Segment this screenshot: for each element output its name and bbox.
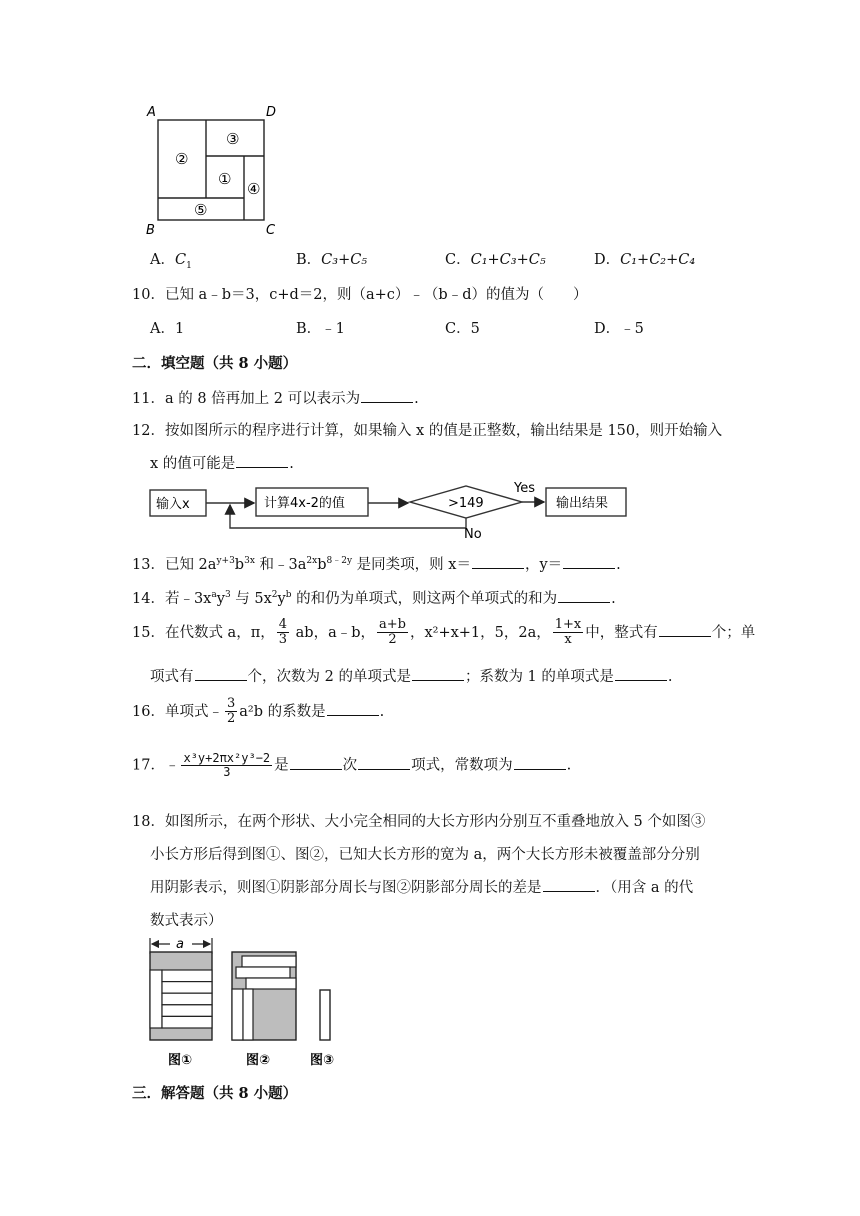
- flow-output-label: 输出结果: [556, 496, 609, 511]
- answer-blank[interactable]: [290, 755, 342, 770]
- section-heading-solve: 三．解答题（共 8 小题）: [132, 1085, 298, 1102]
- question-16: 16．单项式﹣ $\frac{3}{2}$ a²b 的系数是 .: [132, 696, 385, 727]
- rectangle-partition-figure: [140, 100, 290, 240]
- caption-figure-1: 图①: [168, 1053, 193, 1068]
- corner-label-c: C: [266, 223, 276, 238]
- answer-blank[interactable]: [358, 755, 410, 770]
- flow-condition-label: >149: [448, 496, 484, 511]
- q10-option-d[interactable]: D．﹣5: [594, 321, 644, 337]
- region-label-4: ④: [247, 180, 261, 198]
- answer-blank[interactable]: [361, 388, 413, 403]
- q9-option-a[interactable]: A．$C_1$: [150, 252, 192, 271]
- answer-blank-x[interactable]: [472, 554, 524, 569]
- q10-option-b[interactable]: B．﹣1: [296, 321, 345, 337]
- corner-label-d: D: [266, 105, 277, 120]
- question-11: 11．a 的 8 倍再加上 2 可以表示为 .: [132, 387, 419, 408]
- q10-option-a[interactable]: A．1: [150, 321, 185, 337]
- section-heading-fill-in: 二．填空题（共 8 小题）: [132, 355, 298, 372]
- flow-no-label: No: [464, 527, 482, 540]
- question-18-line-4: 数式表示）: [150, 913, 223, 929]
- question-18: 18．如图所示，在两个形状、大小完全相同的大长方形内分别互不重叠地放入 5 个如图③: [132, 814, 706, 830]
- figure-3-small-rectangle: [320, 990, 330, 1040]
- fraction-a-plus-b-over-2: $\frac{a+b}{2}$: [379, 617, 406, 648]
- q9-option-c[interactable]: C．C₁+C₃+C₅: [445, 252, 546, 268]
- fraction-three-halves: $\frac{3}{2}$: [226, 696, 236, 727]
- caption-figure-3: 图③: [310, 1053, 335, 1068]
- answer-blank[interactable]: [236, 453, 288, 468]
- question-13: 13．已知 $2a^{y+3}b^{3x}$ 和$﹣3a^{2x}b^{8﹣2y}$ 是同类项，则 x＝ ，y＝ .: [132, 553, 621, 574]
- region-label-3: ③: [226, 130, 240, 148]
- answer-blank[interactable]: [412, 666, 464, 681]
- question-18-line-2: 小长方形后得到图①、图②，已知大长方形的宽为 a，两个大长方形未被覆盖部分分别: [150, 847, 700, 863]
- q9-option-d[interactable]: D．C₁+C₂+C₄: [594, 252, 696, 268]
- fraction-1-plus-x-over-x: $\frac{1+x}{x}$: [554, 617, 582, 648]
- answer-blank[interactable]: [543, 877, 595, 892]
- answer-blank-y[interactable]: [563, 554, 615, 569]
- caption-figure-2: 图②: [246, 1053, 271, 1068]
- figure-1: [150, 952, 212, 1040]
- flow-yes-label: Yes: [514, 481, 535, 496]
- question-15: 15．在代数式 a，π， $\frac{4}{3}$ ab，a﹣b， $\frac{a+b}{2}$ ，x²+x+1，5，2a， $\frac{1+x}{x}$ 中，整式有 个；单: [132, 617, 756, 648]
- rectangles-shading-figure: [142, 932, 357, 1072]
- question-10: 10．已知 a﹣b＝3，c+d＝2，则（a+c）﹣（b﹣d）的值为（ ）: [132, 287, 588, 303]
- width-label-a: a: [176, 937, 184, 952]
- question-12: 12．按如图所示的程序进行计算，如果输入 x 的值是正整数，输出结果是 150，则开始输入: [132, 423, 723, 439]
- answer-blank[interactable]: [659, 622, 711, 637]
- region-label-2: ②: [175, 150, 189, 168]
- question-18-line-3: 用阴影表示，则图①阴影部分周长与图②阴影部分周长的差是 ．（用含 a 的代: [150, 876, 693, 897]
- q10-option-c[interactable]: C．5: [445, 321, 480, 337]
- corner-label-b: B: [146, 223, 155, 238]
- program-flowchart: [148, 480, 630, 540]
- answer-blank[interactable]: [615, 666, 667, 681]
- answer-blank[interactable]: [195, 666, 247, 681]
- question-12-line-2: x 的值可能是 .: [150, 452, 294, 473]
- fraction-four-thirds: $\frac{4}{3}$: [278, 617, 288, 648]
- q9-option-b[interactable]: B．C₃+C₅: [296, 252, 368, 268]
- flow-input-label: 输入x: [156, 497, 190, 512]
- question-15-line-2: 项式有 个，次数为 2 的单项式是 ；系数为 1 的单项式是 .: [150, 665, 673, 686]
- answer-blank[interactable]: [514, 755, 566, 770]
- polynomial-fraction: $\frac{\text{x³y+2πx²y³−2}}{3}$: [183, 751, 271, 780]
- figure-2: [232, 952, 296, 1040]
- region-label-1: ①: [218, 170, 232, 188]
- answer-blank[interactable]: [327, 701, 379, 716]
- answer-blank[interactable]: [558, 588, 610, 603]
- flow-compute-label: 计算4x-2的值: [264, 496, 345, 511]
- corner-label-a: A: [147, 105, 156, 120]
- question-14: 14．若$﹣3x^ay^3$ 与 $5x^2y^b$ 的和仍为单项式，则这两个单项式的和为 .: [132, 587, 616, 608]
- region-label-5: ⑤: [194, 201, 208, 219]
- question-17: 17．﹣ $\frac{\text{x³y+2πx²y³−2}}{3}$ 是 次 项式，常数项为 .: [132, 751, 572, 780]
